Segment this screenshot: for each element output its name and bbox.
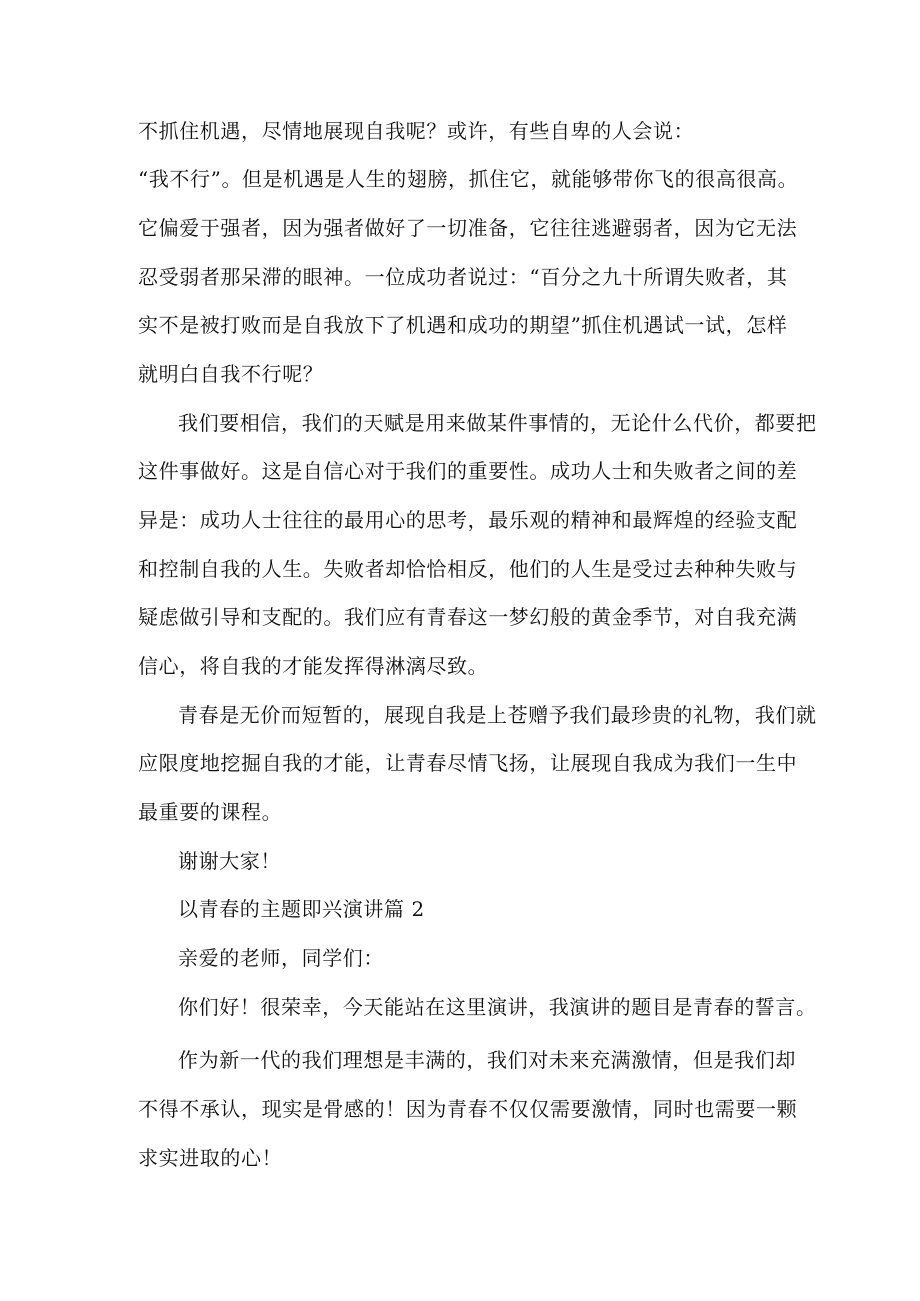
paragraph-first-line: 作为新一代的我们理想是丰满的，我们对未来充满激情，但是我们却 — [178, 1048, 796, 1072]
text-line: “我不行”。但是机遇是人生的翅膀，抓住它，就能够带你飞的很高很高。 — [138, 167, 799, 191]
text-line: 就明白自我不行呢？ — [138, 362, 324, 386]
greeting-line: 你们好！很荣幸，今天能站在这里演讲，我演讲的题目是青春的誓言。 — [178, 995, 817, 1019]
text-line: 和控制自我的人生。失败者却恰恰相反，他们的人生是受过去种种失败与 — [138, 557, 798, 581]
paragraph-first-line: 我们要相信，我们的天赋是用来做某件事情的，无论什么代价，都要把 — [178, 411, 817, 435]
text-line: 不抓住机遇，尽情地展现自我呢？或许，有些自卑的人会说： — [138, 119, 695, 143]
text-line: 信心，将自我的才能发挥得淋漓尽致。 — [138, 654, 489, 678]
closing-line: 谢谢大家！ — [178, 849, 281, 873]
section-heading: 以青春的主题即兴演讲篇 2 — [178, 897, 425, 921]
salutation: 亲爱的老师，同学们： — [178, 946, 384, 970]
text-line: 求实进取的心！ — [138, 1146, 283, 1170]
text-line: 异是：成功人士往往的最用心的思考，最乐观的精神和最辉煌的经验支配 — [138, 508, 798, 532]
text-line: 最重要的课程。 — [138, 800, 283, 824]
text-line: 这件事做好。这是自信心对于我们的重要性。成功人士和失败者之间的差 — [138, 459, 798, 483]
text-line: 不得不承认，现实是骨感的！因为青春不仅仅需要激情，同时也需要一颗 — [138, 1097, 798, 1121]
text-line: 实不是被打败而是自我放下了机遇和成功的期望”抓住机遇试一试，怎样 — [138, 313, 788, 337]
text-line: 它偏爱于强者，因为强者做好了一切准备，它往往逃避弱者，因为它无法 — [138, 216, 798, 240]
text-line: 忍受弱者那呆滞的眼神。一位成功者说过：“百分之九十所谓失败者，其 — [138, 265, 788, 289]
paragraph-first-line: 青春是无价而短暂的，展现自我是上苍赠予我们最珍贵的礼物，我们就 — [178, 703, 817, 727]
text-line: 应限度地挖掘自我的才能，让青春尽情飞扬，让展现自我成为我们一生中 — [138, 751, 798, 775]
text-line: 疑虑做引导和支配的。我们应有青春这一梦幻般的黄金季节，对自我充满 — [138, 605, 798, 629]
